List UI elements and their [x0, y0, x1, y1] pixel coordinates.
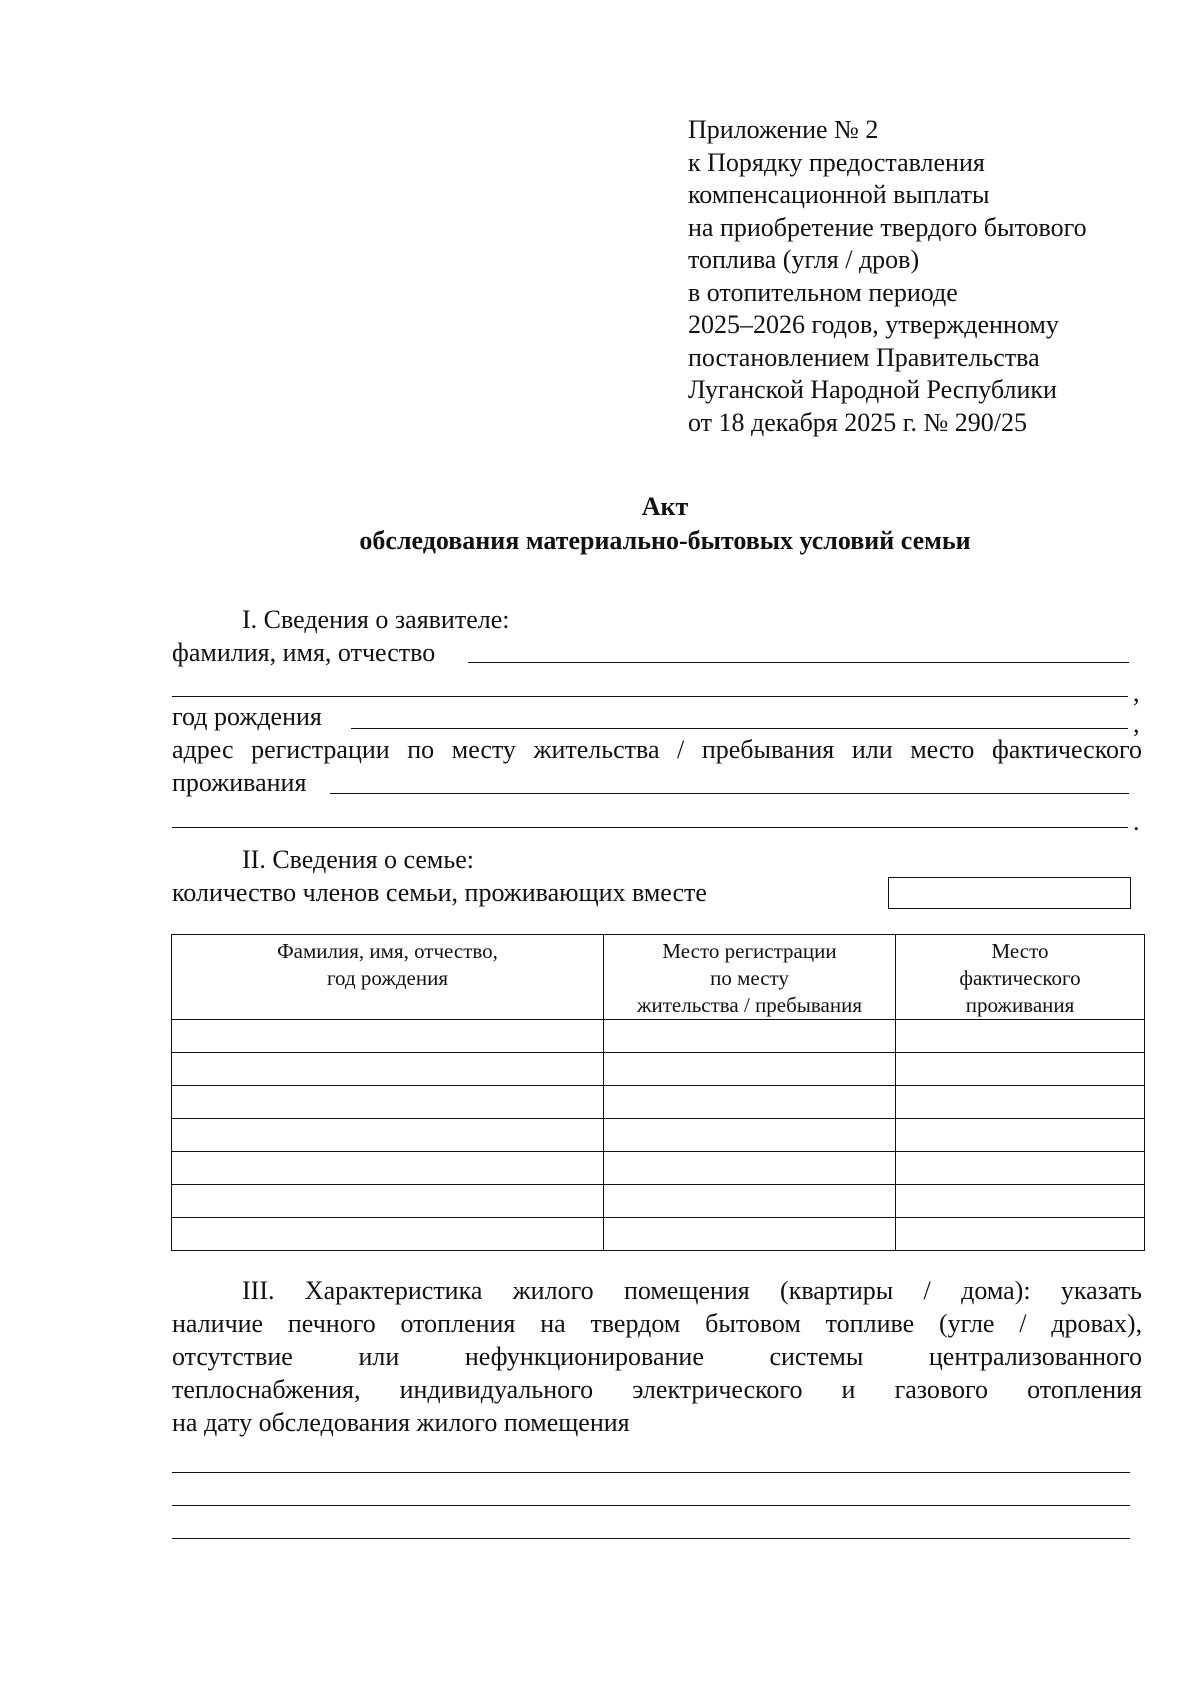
word: регистрации	[251, 735, 390, 764]
table-cell[interactable]	[604, 1185, 896, 1218]
comma: ,	[1133, 709, 1140, 738]
table-cell[interactable]	[604, 1152, 896, 1185]
word: отопления	[1027, 1375, 1142, 1404]
word: топливе	[825, 1309, 915, 1338]
table-row	[172, 1218, 1145, 1251]
title-line-2: обследования материально-бытовых условий семьи	[359, 526, 971, 555]
appendix-line: постановлением Правительства	[688, 342, 1040, 372]
word: или	[851, 735, 893, 764]
word: бытовом	[705, 1309, 801, 1338]
table-cell[interactable]	[172, 1218, 604, 1251]
col-header-registration	[604, 935, 896, 1020]
appendix-line: топлива (угля / дров)	[688, 245, 920, 274]
word: на	[540, 1309, 566, 1338]
word: электрического	[632, 1375, 803, 1404]
table-cell[interactable]	[172, 1020, 604, 1053]
title-line-1: Акт	[641, 492, 689, 521]
appendix-line: компенсационной выплаты	[688, 180, 990, 209]
table-cell[interactable]	[896, 1185, 1145, 1218]
table-cell[interactable]	[896, 1218, 1145, 1251]
word: или	[358, 1342, 400, 1371]
word: газового	[894, 1375, 988, 1404]
col-header-fio	[172, 935, 604, 1020]
header-text: по месту	[710, 966, 789, 990]
appendix-line: 2025–2026 годов, утвержденному	[688, 310, 1059, 339]
word: нефункционирование	[464, 1342, 704, 1371]
section-3-line-4	[172, 1374, 1142, 1406]
section-3-line-5: на дату обследования жилого помещения	[172, 1408, 630, 1437]
table-cell[interactable]	[172, 1086, 604, 1119]
word: индивидуального	[399, 1375, 594, 1404]
comma: ,	[1133, 678, 1140, 707]
word: (квартиры / дома):	[780, 1276, 1031, 1305]
word: по	[407, 735, 435, 764]
family-count-label: количество членов семьи, проживающих вместе	[172, 878, 707, 907]
housing-description-field[interactable]	[172, 1472, 1130, 1473]
table-cell[interactable]	[604, 1020, 896, 1053]
appendix-note	[688, 114, 1087, 439]
period: .	[1133, 807, 1140, 836]
table-cell[interactable]	[172, 1185, 604, 1218]
table-cell[interactable]	[896, 1053, 1145, 1086]
header-text: фактического	[959, 966, 1081, 990]
word: (угле / дровах),	[938, 1309, 1143, 1338]
appendix-line: Луганской Народной Республики	[688, 375, 1057, 404]
family-members-table	[171, 934, 1145, 1251]
word: теплоснабжения,	[172, 1375, 361, 1404]
header-text: жительства / пребывания	[636, 993, 863, 1017]
document-title	[0, 490, 1200, 558]
word: наличие	[172, 1309, 264, 1338]
table-cell[interactable]	[896, 1086, 1145, 1119]
col-header-residence	[896, 935, 1145, 1020]
table-row	[172, 1185, 1145, 1218]
section-3-line-2	[172, 1308, 1142, 1340]
word: твердом	[590, 1309, 681, 1338]
table-row	[172, 1119, 1145, 1152]
word: адрес	[172, 735, 234, 764]
table-cell[interactable]	[896, 1119, 1145, 1152]
word: помещения	[623, 1276, 750, 1305]
word: централизованного	[928, 1342, 1143, 1371]
fio-field-continuation[interactable]	[172, 696, 1128, 697]
header-text: проживания	[965, 993, 1075, 1017]
appendix-line: Приложение № 2	[688, 115, 879, 144]
word: жилого	[512, 1276, 594, 1305]
word: указать	[1060, 1276, 1143, 1305]
header-text: Место регистрации	[662, 939, 837, 963]
address-field-continuation[interactable]	[172, 827, 1128, 828]
table-row	[172, 1020, 1145, 1053]
family-count-input[interactable]	[888, 877, 1131, 909]
word: системы	[769, 1342, 864, 1371]
birth-year-label: год рождения	[172, 702, 322, 731]
address-field[interactable]	[330, 793, 1129, 794]
table-cell[interactable]	[896, 1020, 1145, 1053]
table-cell[interactable]	[604, 1053, 896, 1086]
word: жительства / пребывания	[533, 735, 835, 764]
fio-label: фамилия, имя, отчество	[172, 638, 436, 667]
address-label-cont: проживания	[172, 768, 307, 797]
address-label-line	[172, 734, 1142, 766]
birth-year-field[interactable]	[351, 728, 1128, 729]
table-cell[interactable]	[604, 1119, 896, 1152]
appendix-line: к Порядку предоставления	[688, 147, 985, 177]
word: III. Характеристика	[242, 1276, 483, 1305]
table-header-row	[172, 935, 1145, 1020]
word: месту	[451, 735, 516, 764]
table-cell[interactable]	[172, 1053, 604, 1086]
word: печного	[287, 1309, 376, 1338]
word: место	[910, 735, 975, 764]
table-cell[interactable]	[604, 1218, 896, 1251]
appendix-line: на приобретение твердого бытового	[688, 212, 1087, 242]
word: отсутствие	[172, 1342, 293, 1371]
table-row	[172, 1053, 1145, 1086]
section-2-heading: II. Сведения о семье:	[242, 845, 475, 874]
table-cell[interactable]	[604, 1086, 896, 1119]
fio-field[interactable]	[468, 662, 1129, 663]
header-text: Место	[991, 939, 1049, 963]
section-3-line-1	[242, 1275, 1142, 1307]
table-row	[172, 1086, 1145, 1119]
housing-description-field[interactable]	[172, 1505, 1130, 1506]
word: и	[841, 1375, 856, 1404]
table-row	[172, 1152, 1145, 1185]
table-cell[interactable]	[172, 1152, 604, 1185]
word: фактического	[991, 735, 1143, 764]
appendix-line: от 18 декабря 2025 г. № 290/25	[688, 407, 1028, 437]
header-text: Фамилия, имя, отчество,	[277, 939, 498, 963]
appendix-line: в отопительном периоде	[688, 277, 958, 307]
header-text: год рождения	[326, 966, 449, 990]
table-cell[interactable]	[172, 1119, 604, 1152]
section-1-heading: I. Сведения о заявителе:	[242, 605, 510, 634]
section-3-line-3	[172, 1341, 1142, 1373]
word: отопления	[400, 1309, 516, 1338]
table-cell[interactable]	[896, 1152, 1145, 1185]
housing-description-field[interactable]	[172, 1538, 1130, 1539]
